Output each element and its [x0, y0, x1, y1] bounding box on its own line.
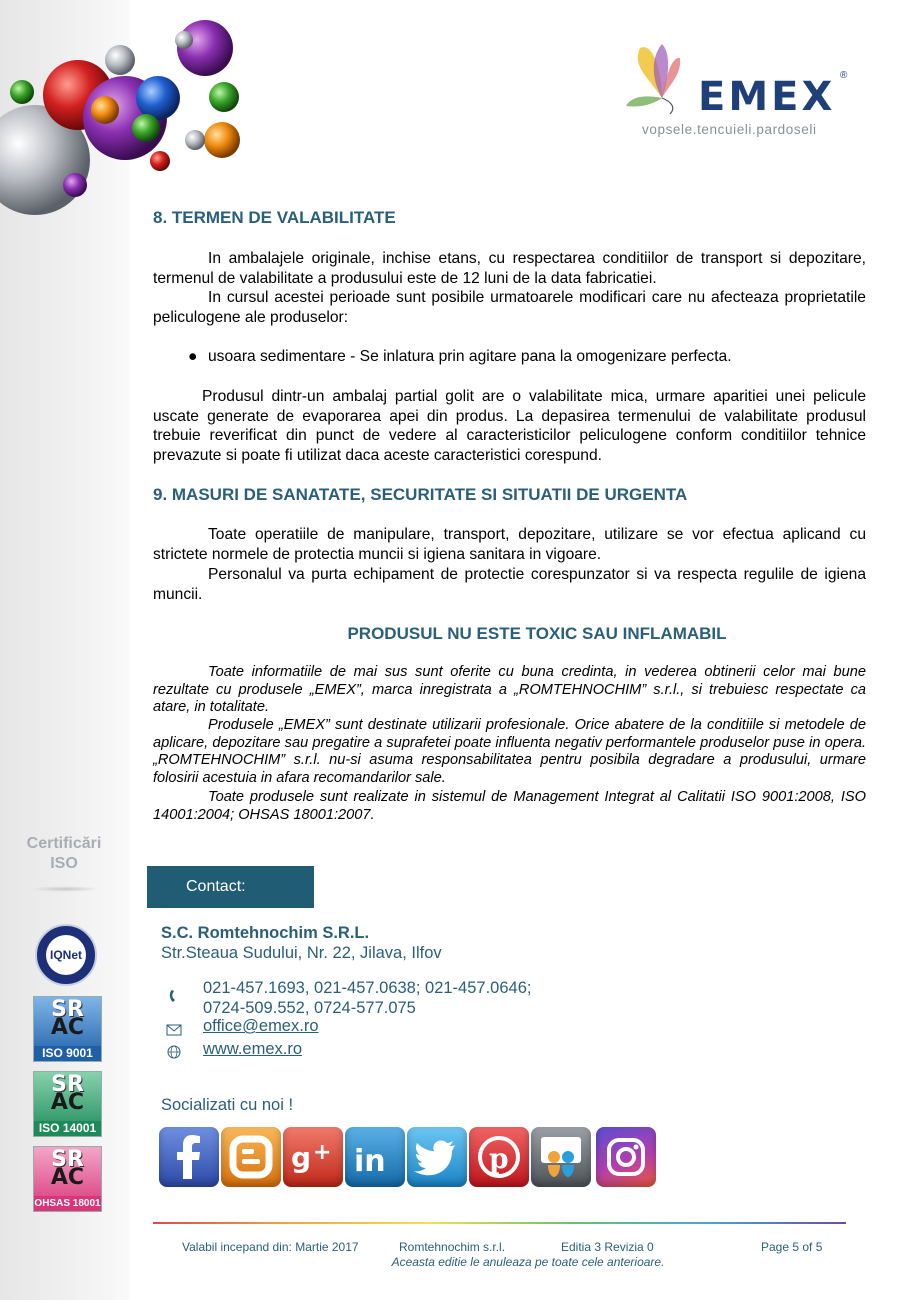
- phone-numbers: [203, 979, 531, 1018]
- footer-edition: Editia 3 Revizia 0: [561, 1240, 654, 1254]
- company-name: S.C. Romtehnochim S.R.L.: [161, 924, 370, 942]
- phone-line-2: 0724-509.552, 0724-577.075: [203, 998, 416, 1017]
- bubble-blue: [136, 76, 180, 120]
- slideshare-icon[interactable]: [531, 1127, 591, 1187]
- bubble-purple-small: [63, 173, 87, 197]
- bubble-green-small: [10, 80, 34, 104]
- mail-icon: [166, 1022, 182, 1038]
- svg-text:p: p: [489, 1142, 509, 1175]
- registered-mark: ®: [840, 70, 848, 81]
- footer-note: Aceasta editie le anuleaza pe toate cele anterioare.: [391, 1255, 665, 1269]
- section-8-paragraph-2: In cursul acestei perioade sunt posibile urmatoarele modificari care nu afecteaza proprietatile peliculogene ale produselor:: [153, 289, 866, 326]
- linkedin-icon[interactable]: [345, 1127, 405, 1187]
- twitter-icon[interactable]: [407, 1127, 467, 1187]
- website-link[interactable]: www.emex.ro: [203, 1040, 303, 1058]
- srac-iso-14001-badge: SR AC ISO 14001: [33, 1071, 102, 1137]
- brand-tagline: vopsele.tencuieli.pardoseli: [642, 122, 817, 137]
- bubble-silver-mid: [185, 130, 205, 150]
- bubble-red-small: [150, 151, 170, 171]
- certifications-title: Certificări ISO: [26, 835, 102, 872]
- footer-company: Romtehnochim s.r.l.: [399, 1240, 506, 1254]
- footer-page-number: Page 5 of 5: [761, 1240, 823, 1254]
- certifications-divider: [30, 886, 100, 892]
- section-9-paragraph-1: Toate operatiile de manipulare, transport, depozitare, utilizare se vor efectua aplicand cu strictete normele de protectia muncii si igiena sanitara in vigoare.: [153, 526, 866, 563]
- globe-icon: [166, 1044, 182, 1060]
- bubble-silver-tiny: [175, 31, 193, 49]
- phone-icon: [166, 988, 182, 1004]
- non-toxic-notice-title: PRODUSUL NU ESTE TOXIC SAU INFLAMABIL: [347, 624, 727, 643]
- decorative-bubbles: [0, 0, 260, 215]
- butterfly-icon: [622, 36, 702, 116]
- section-8-paragraph-3: Produsul dintr-un ambalaj partial golit are o valabilitate mica, urmare aparitiei unei pelicule uscate generate de evaporarea apei din produs. La depasirea termenului de valabilitate produsul trebuie reverificat din punct de vedere al caracteristicilor peliculogene conform conditiilor tehnice prevazute si poate fi utilizat daca aceste caracteristici corespund.: [153, 388, 866, 464]
- iqnet-badge: IQNet: [35, 924, 97, 986]
- phone-line-1: 021-457.1693, 021-457.0638; 021-457.0646;: [203, 979, 532, 997]
- bullet-icon: ●: [188, 348, 198, 365]
- brand-name: EMEX: [698, 74, 836, 120]
- instagram-icon[interactable]: [596, 1127, 656, 1187]
- section-8-paragraph-1: In ambalajele originale, inchise etans, cu respectarea conditiilor de transport si depozitare, termenul de valabilitate a produsului este de 12 luni de la data fabricatiei.: [153, 250, 866, 287]
- srac-ohsas-18001-badge: SR AC OHSAS 18001: [33, 1146, 102, 1212]
- emex-logo: [622, 36, 862, 146]
- social-title: Socializati cu noi !: [161, 1096, 294, 1114]
- bubble-orange: [204, 122, 240, 158]
- facebook-icon[interactable]: [159, 1127, 219, 1187]
- pinterest-icon[interactable]: [469, 1127, 529, 1187]
- bubble-green-mid: [132, 114, 160, 142]
- bullet-text: usoara sedimentare - Se inlatura prin agitare pana la omogenizare perfecta.: [208, 348, 732, 365]
- svg-text:in: in: [354, 1144, 386, 1179]
- bubble-orange-small: [91, 96, 119, 124]
- svg-text:g: g: [291, 1141, 312, 1174]
- section-8-bullet: [188, 347, 732, 367]
- google-plus-icon[interactable]: [283, 1127, 343, 1187]
- contact-header: Contact:: [147, 866, 314, 908]
- company-address: Str.Steaua Sudului, Nr. 22, Jilava, Ilfov: [161, 944, 442, 962]
- bubble-green: [209, 82, 239, 112]
- footer-valid-from: Valabil incepand din: Martie 2017: [182, 1240, 359, 1254]
- svg-text:+: +: [313, 1140, 332, 1165]
- footer-rule: [153, 1222, 846, 1224]
- email-link[interactable]: office@emex.ro: [203, 1017, 319, 1035]
- srac-iso-9001-badge: SR AC ISO 9001: [33, 996, 102, 1062]
- section-9-paragraph-2: Personalul va purta echipament de protectie corespunzator si va respecta regulile de igiena muncii.: [153, 566, 866, 603]
- notice-paragraph-3: Toate produsele sunt realizate in sistemul de Management Integrat al Calitatii ISO 9001:2008, ISO 14001:2004; OHSAS 18001:2007.: [153, 789, 866, 823]
- notice-paragraph-2: Produsele „EMEX” sunt destinate utilizarii profesionale. Orice abatere de la conditiile si metodele de aplicare, depozitare sau pregatire a suprafetei poate influenta negativ performantele produselor puse in opera. „ROMTEHNOCHIM” s.r.l. nu-si asuma responsabilitatea pentru posibila degradare a produsului, urmare folosirii acestuia in afara recomandarilor sale.: [153, 717, 866, 786]
- notice-paragraph-1: Toate informatiile de mai sus sunt oferite cu buna credinta, in vederea obtinerii celor mai bune rezultate cu produsele „EMEX”, marca inregistrata a „ROMTEHNOCHIM” s.r.l., si trebuiesc respectate ca atare, in totalitate.: [153, 664, 866, 716]
- section-9-title: 9. MASURI DE SANATATE, SECURITATE SI SITUATII DE URGENTA: [153, 485, 688, 504]
- section-8-title: 8. TERMEN DE VALABILITATE: [153, 208, 396, 227]
- bubble-silver-small: [105, 45, 135, 75]
- blogger-icon[interactable]: [221, 1127, 281, 1187]
